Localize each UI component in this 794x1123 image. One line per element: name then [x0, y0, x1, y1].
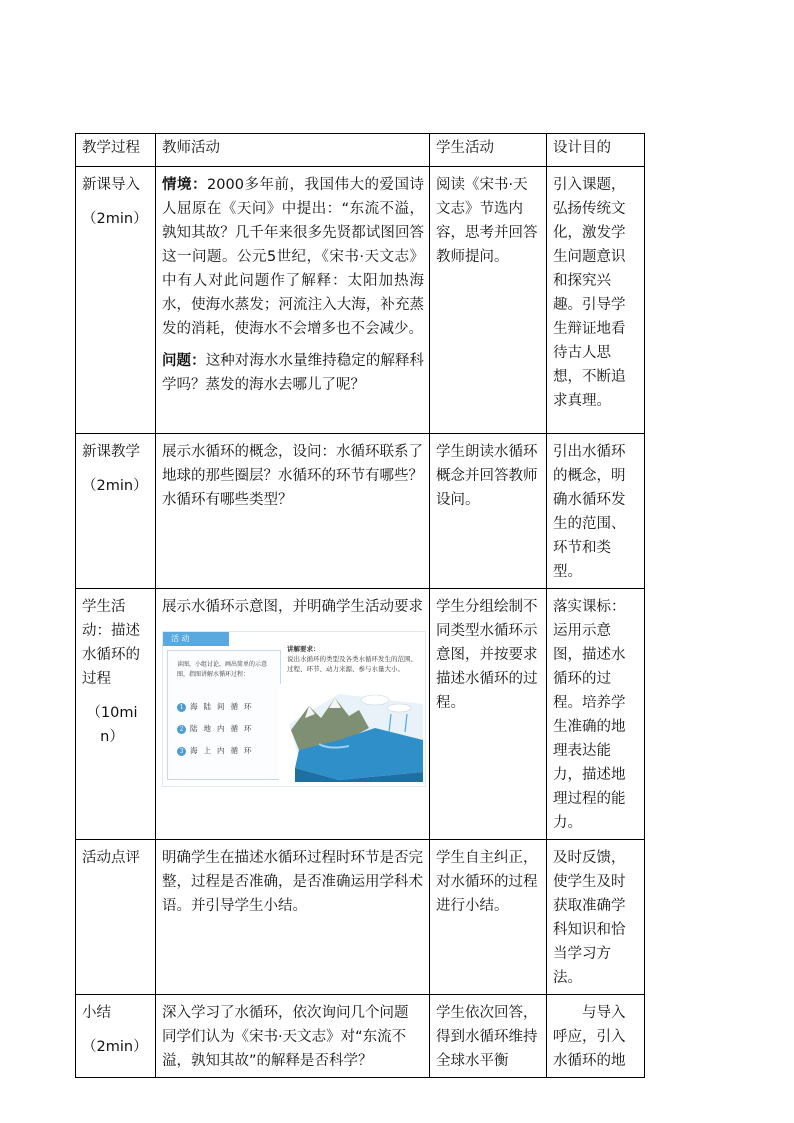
item-number: 1 [177, 703, 186, 712]
requirements-text: 说出水循环的类型及各类水循环发生的范围、过程、环节、动力来源、参与水量大小。 [287, 655, 417, 673]
scenario-paragraph [162, 173, 424, 341]
cycle-type-item [177, 746, 258, 756]
stage-name: 新课导入 [82, 177, 140, 193]
item-label: 陆地内循环 [190, 724, 258, 733]
header-student: 学生活动 [430, 134, 547, 167]
item-label: 海陆间循环 [190, 702, 258, 711]
purpose-cell: 落实课标：运用示意图，描述水循环的过程。培养学生准确的地理表达能力，描述地理过程的能力。 [547, 589, 645, 840]
purpose-cell: 及时反馈，使学生及时获取准确学科知识和恰当学习方法。 [547, 840, 645, 995]
stage-cell [76, 434, 156, 589]
stage-duration: （2min） [82, 211, 148, 227]
requirements-title: 讲解要求： [287, 645, 320, 653]
explain-requirements [287, 644, 419, 674]
teacher-cell: 展示水循环的概念，设问：水循环联系了地球的那些圈层？水循环的环节有哪些？水循环有哪些类型？ [156, 434, 430, 589]
student-cell: 阅读《宋书·天文志》节选内容，思考并回答教师提问。 [430, 167, 547, 434]
stage-cell [76, 589, 156, 840]
teacher-cell [156, 589, 430, 840]
table-row [76, 589, 645, 840]
stage-name: 新课教学 [82, 444, 140, 460]
stage-name: 小结 [82, 1005, 111, 1021]
water-cycle-illustration [279, 684, 423, 782]
purpose-cell: 引入课题，弘扬传统文化，激发学生问题意识和探究兴趣。引导学生辩证地看待古人思想，不断追求真理。 [547, 167, 645, 434]
table-row [76, 434, 645, 589]
stage-duration: （10min） [86, 705, 138, 745]
stage-name: 活动点评 [82, 850, 140, 866]
cloud-shape [361, 695, 389, 705]
header-teacher: 教师活动 [156, 134, 430, 167]
table-row [76, 167, 645, 434]
item-number: 2 [177, 725, 186, 734]
item-number: 3 [177, 747, 186, 756]
lesson-plan-table [75, 133, 645, 1078]
purpose-cell: 引出水循环的概念，明确水循环发生的范围、环节和类型。 [547, 434, 645, 589]
table-row [76, 995, 645, 1078]
stage-cell [76, 995, 156, 1078]
stage-cell [76, 840, 156, 995]
cycle-type-item [177, 724, 258, 734]
question-paragraph [162, 349, 424, 397]
stage-cell [76, 167, 156, 434]
water-cycle-activity-image [162, 631, 426, 787]
stage-name: 学生活动：描述水循环的过程 [82, 599, 140, 687]
header-purpose: 设计目的 [547, 134, 645, 167]
student-cell: 学生依次回答，得到水循环维持全球水平衡 [430, 995, 547, 1078]
table-row [76, 840, 645, 995]
scenario-label: 情境： [162, 177, 208, 193]
question-text: 这种对海水水量维持稳定的解释科学吗？蒸发的海水去哪儿了呢？ [162, 353, 425, 393]
header-stage: 教学过程 [76, 134, 156, 167]
student-cell: 学生分组绘制不同类型水循环示意图，并按要求描述水循环的过程。 [430, 589, 547, 840]
cloud-shape [387, 704, 411, 712]
teacher-cell: 明确学生在描述水循环过程时环节是否完整，过程是否准确，是否准确运用学科术语。并引导学生小结。 [156, 840, 430, 995]
teacher-cell: 深入学习了水循环，依次询问几个问题 同学们认为《宋书·天文志》对“东流不溢，孰知其故”的解释是否科学？ [156, 995, 430, 1078]
scenario-text: 2000多年前，我国伟大的爱国诗人屈原在《天问》中提出：“东流不溢，孰知其故？几千年来很多先贤都试图回答这一问题。公元5世纪，《宋书·天文志》中有人对此问题作了解释：太阳加热海水，使海水蒸发；河流注入大海，补充蒸发的消耗，使海水不会增多也不会减少。 [162, 177, 425, 337]
item-label: 海上内循环 [190, 746, 258, 755]
activity-tab: 活 动 [163, 632, 229, 646]
teacher-cell [156, 167, 430, 434]
student-cell: 学生自主纠正，对水循环的过程进行小结。 [430, 840, 547, 995]
student-cell: 学生朗读水循环概念并回答教师设问。 [430, 434, 547, 589]
header-row [76, 134, 645, 167]
stage-duration: （2min） [82, 478, 148, 494]
stage-duration: （2min） [82, 1039, 148, 1055]
activity-read-instruction: 读图，小组讨论，画出简单的示意图，指图讲解水循环过程： [177, 661, 268, 678]
activity-instruction: 展示水循环示意图，并明确学生活动要求 [162, 599, 423, 615]
purpose-cell: 与导入呼应，引入水循环的地 [547, 995, 645, 1078]
question-label: 问题： [162, 353, 206, 369]
cycle-type-item [177, 702, 258, 712]
